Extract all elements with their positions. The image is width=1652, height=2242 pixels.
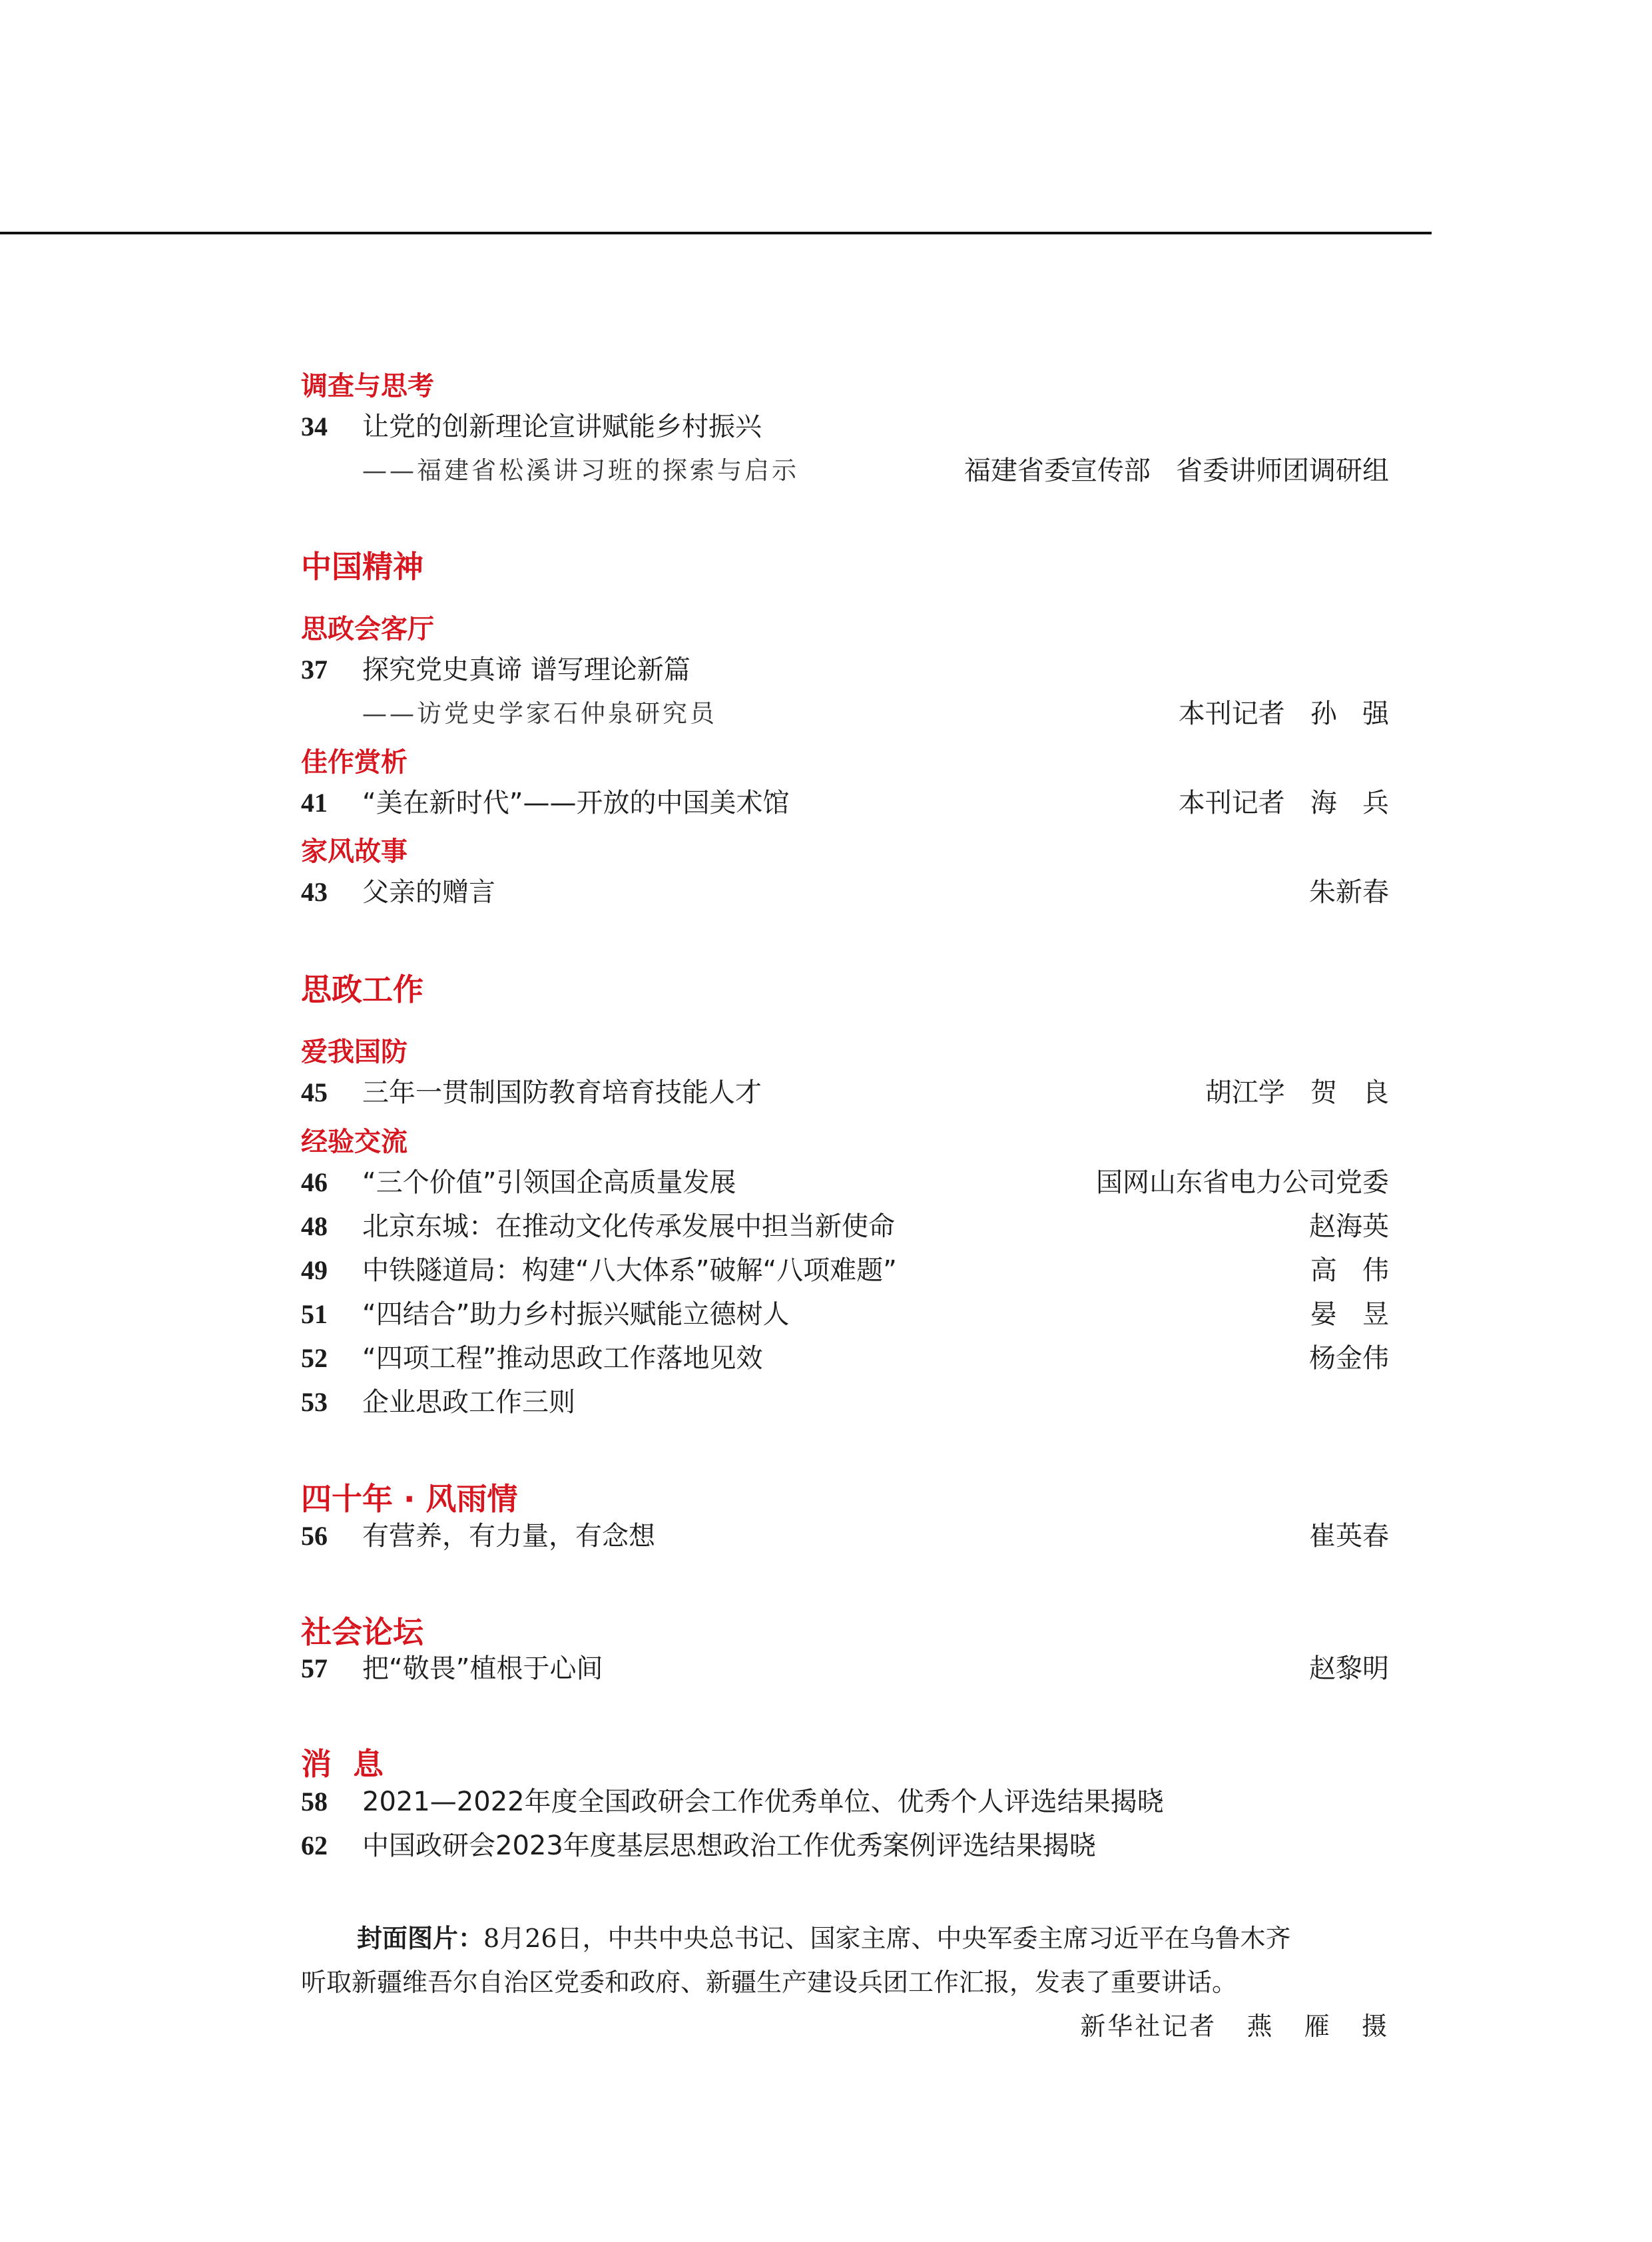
entry-title: 企业思政工作三则 xyxy=(362,1387,575,1418)
subsection-heading: 爱我国防 xyxy=(301,1037,408,1067)
toc-entry[interactable] xyxy=(301,652,1389,688)
entry-author: 胡江学 贺 良 xyxy=(1205,1077,1389,1108)
page-number: 46 xyxy=(301,1167,328,1197)
entry-title: 中铁隧道局：构建“八大体系”破解“八项难题” xyxy=(362,1255,897,1286)
section-heading: 消 息 xyxy=(301,1746,384,1782)
toc-entry[interactable] xyxy=(301,1651,1389,1687)
cover-caption-text: 听取新疆维吾尔自治区党委和政府、新疆生产建设兵团工作汇报，发表了重要讲话。 xyxy=(301,1968,1238,1997)
photo-credit: 新华社记者 燕 雁 摄 xyxy=(1080,2012,1389,2041)
page-number: 51 xyxy=(301,1299,328,1329)
page-number: 49 xyxy=(301,1255,328,1285)
top-rule xyxy=(0,232,1432,234)
section-heading: 四十年 · 风雨情 xyxy=(301,1481,518,1517)
toc-entry[interactable] xyxy=(301,785,1389,821)
entry-title: 2021—2022年度全国政研会工作优秀单位、优秀个人评选结果揭晓 xyxy=(362,1787,1164,1817)
toc-entry[interactable] xyxy=(301,1784,1389,1820)
entry-title: 父亲的赠言 xyxy=(362,877,495,908)
entry-author: 杨金伟 xyxy=(1309,1343,1389,1374)
entry-title: 有营养，有力量，有念想 xyxy=(362,1521,655,1551)
page-number: 37 xyxy=(301,655,328,685)
entry-author: 朱新春 xyxy=(1309,877,1389,908)
entry-title: “三个价值”引领国企高质量发展 xyxy=(362,1167,736,1198)
entry-title: 让党的创新理论宣讲赋能乡村振兴 xyxy=(362,412,762,442)
entry-title: 中国政研会2023年度基层思想政治工作优秀案例评选结果揭晓 xyxy=(362,1830,1096,1861)
entry-title: “四结合”助力乡村振兴赋能立德树人 xyxy=(362,1299,790,1330)
cover-caption-label: 封面图片： xyxy=(357,1924,484,1953)
section-heading: 调查与思考 xyxy=(301,371,434,402)
toc-entry[interactable] xyxy=(301,1253,1389,1288)
toc-entry[interactable] xyxy=(301,1518,1389,1554)
cover-caption xyxy=(301,1918,1389,2051)
entry-title: “美在新时代”——开放的中国美术馆 xyxy=(362,788,790,818)
page-number: 56 xyxy=(301,1521,328,1551)
entry-author: 高 伟 xyxy=(1310,1255,1389,1286)
cover-caption-line xyxy=(357,1918,1291,1954)
toc-subentry xyxy=(301,453,1389,489)
toc-entry[interactable] xyxy=(301,874,1389,910)
page-number: 58 xyxy=(301,1787,328,1817)
page-number: 41 xyxy=(301,788,328,818)
page-number: 43 xyxy=(301,877,328,907)
section-heading: 思政工作 xyxy=(301,972,423,1007)
toc-entry[interactable] xyxy=(301,1828,1389,1864)
entry-author: 国网山东省电力公司党委 xyxy=(1096,1167,1389,1198)
cover-caption-text: 8月26日，中共中央总书记、国家主席、中央军委主席习近平在乌鲁木齐 xyxy=(483,1924,1291,1953)
entry-author: 崔英春 xyxy=(1309,1521,1389,1551)
page-number: 48 xyxy=(301,1211,328,1241)
toc-entry[interactable] xyxy=(301,1209,1389,1245)
toc-entry[interactable] xyxy=(301,1384,1389,1420)
toc-entry[interactable] xyxy=(301,1296,1389,1332)
toc-entry[interactable] xyxy=(301,1165,1389,1201)
page-number: 52 xyxy=(301,1343,328,1373)
entry-author: 本刊记者 孙 强 xyxy=(1178,699,1389,729)
page-number: 53 xyxy=(301,1387,328,1417)
entry-subtitle: ——访党史学家石仲泉研究员 xyxy=(362,699,717,728)
entry-author: 晏 昱 xyxy=(1310,1299,1389,1330)
toc-subentry xyxy=(301,696,1389,732)
subsection-heading: 思政会客厅 xyxy=(301,614,434,645)
toc-entry[interactable] xyxy=(301,1075,1389,1111)
toc-entry[interactable] xyxy=(301,1340,1389,1376)
toc-entry[interactable] xyxy=(301,409,1389,445)
subsection-heading: 家风故事 xyxy=(301,836,408,867)
entry-title: 把“敬畏”植根于心间 xyxy=(362,1653,603,1684)
entry-author: 福建省委宣传部 省委讲师团调研组 xyxy=(964,455,1389,486)
entry-author: 赵海英 xyxy=(1309,1211,1389,1242)
entry-title: “四项工程”推动思政工作落地见效 xyxy=(362,1343,763,1374)
subsection-heading: 经验交流 xyxy=(301,1127,408,1157)
page-number: 62 xyxy=(301,1830,328,1860)
section-heading: 中国精神 xyxy=(301,549,423,585)
entry-title: 探究党史真谛 谱写理论新篇 xyxy=(362,655,690,685)
subsection-heading: 佳作赏析 xyxy=(301,747,408,778)
page-number: 57 xyxy=(301,1653,328,1683)
entry-title: 三年一贯制国防教育培育技能人才 xyxy=(362,1077,762,1108)
entry-author: 本刊记者 海 兵 xyxy=(1178,788,1389,818)
section-heading: 社会论坛 xyxy=(301,1614,423,1650)
entry-author: 赵黎明 xyxy=(1309,1653,1389,1684)
page-number: 45 xyxy=(301,1077,328,1107)
page-number: 34 xyxy=(301,412,328,441)
entry-subtitle: ——福建省松溪讲习班的探索与启示 xyxy=(362,456,799,485)
entry-title: 北京东城：在推动文化传承发展中担当新使命 xyxy=(362,1211,895,1242)
